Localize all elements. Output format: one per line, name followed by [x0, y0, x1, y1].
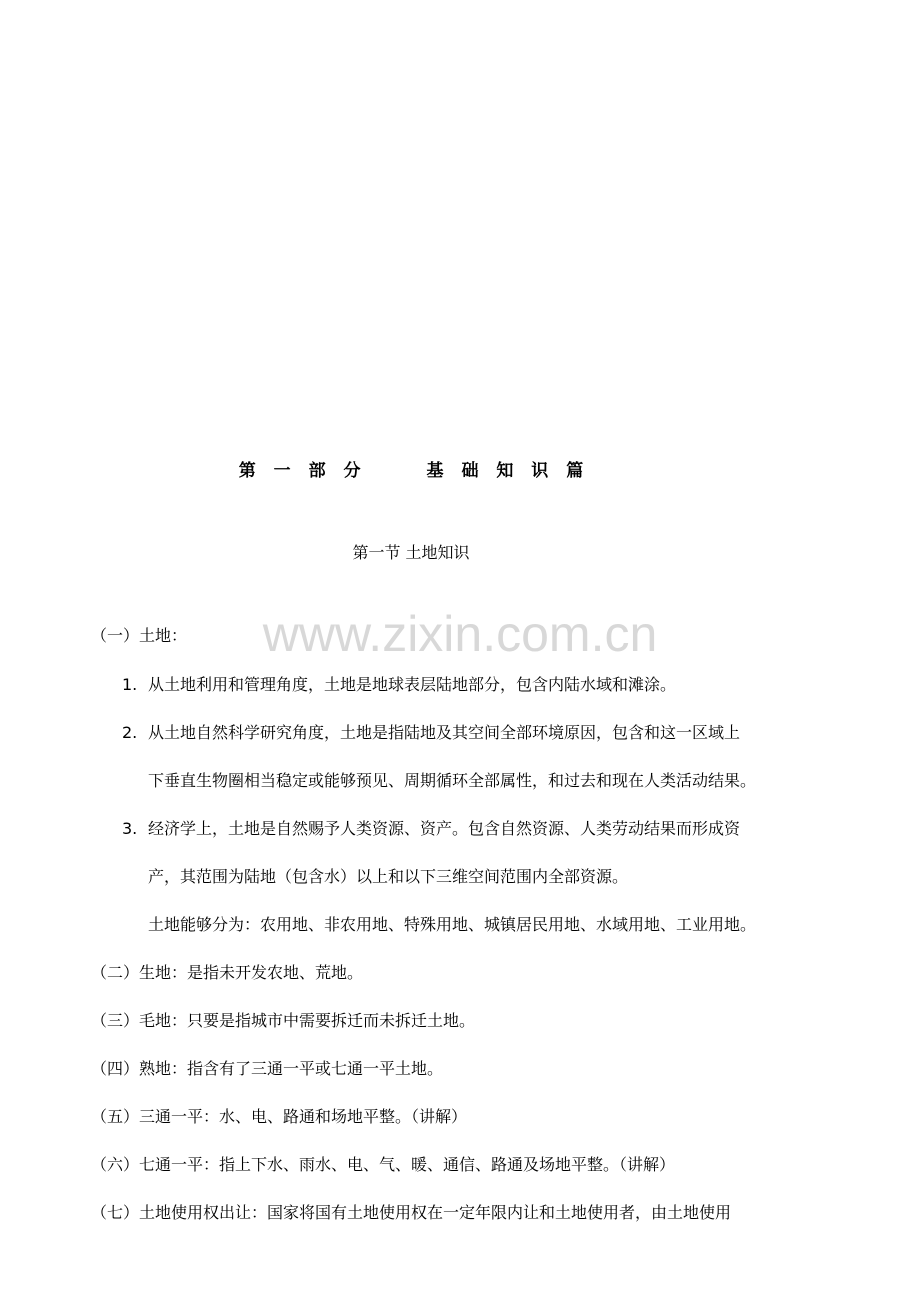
definition-item: （七）土地使用权出让：国家将国有土地使用权在一定年限内让和土地使用者，由土地使用	[91, 1203, 732, 1222]
item-text-continuation: 下垂直生物圈相当稳定或能够预见、周期循环全部属性，和过去和现在人类活动结果。	[148, 771, 757, 790]
definition-item: （二）生地：是指未开发农地、荒地。	[91, 963, 364, 982]
section-title: 第一节 土地知识	[352, 543, 470, 562]
item-number: 2.	[122, 723, 138, 742]
item-text-continuation: 产，其范围为陆地（包含水）以上和以下三维空间范围内全部资源。	[148, 867, 629, 886]
definition-item: （六）七通一平：指上下水、雨水、电、气、暖、通信、路通及场地平整。（讲解）	[91, 1155, 676, 1174]
part-name: 基 础 知 识 篇	[426, 461, 590, 481]
definition-item: （三）毛地：只要是指城市中需要拆迁而未拆迁土地。	[91, 1011, 476, 1030]
definition-item: （四）熟地：指含有了三通一平或七通一平土地。	[91, 1059, 444, 1078]
land-classification: 土地能够分为：农用地、非农用地、特殊用地、城镇居民用地、水域用地、工业用地。	[148, 915, 757, 934]
part-title	[0, 460, 828, 482]
definition-item: （五）三通一平：水、电、路通和场地平整。（讲解）	[91, 1107, 468, 1126]
land-label: （一）土地：	[91, 626, 188, 645]
item-text: 从土地自然科学研究角度，土地是指陆地及其空间全部环境原因，包含和这一区域上	[148, 723, 741, 742]
item-number: 3.	[122, 819, 138, 838]
item-text: 经济学上，土地是自然赐予人类资源、资产。包含自然资源、人类劳动结果而形成资	[148, 819, 741, 838]
watermark-text: www.zixin.com.cn	[262, 606, 658, 662]
part-number: 第 一 部 分	[238, 461, 367, 481]
item-text: 从土地利用和管理角度，土地是地球表层陆地部分，包含内陆水域和滩涂。	[148, 675, 677, 694]
item-number: 1.	[122, 675, 138, 694]
